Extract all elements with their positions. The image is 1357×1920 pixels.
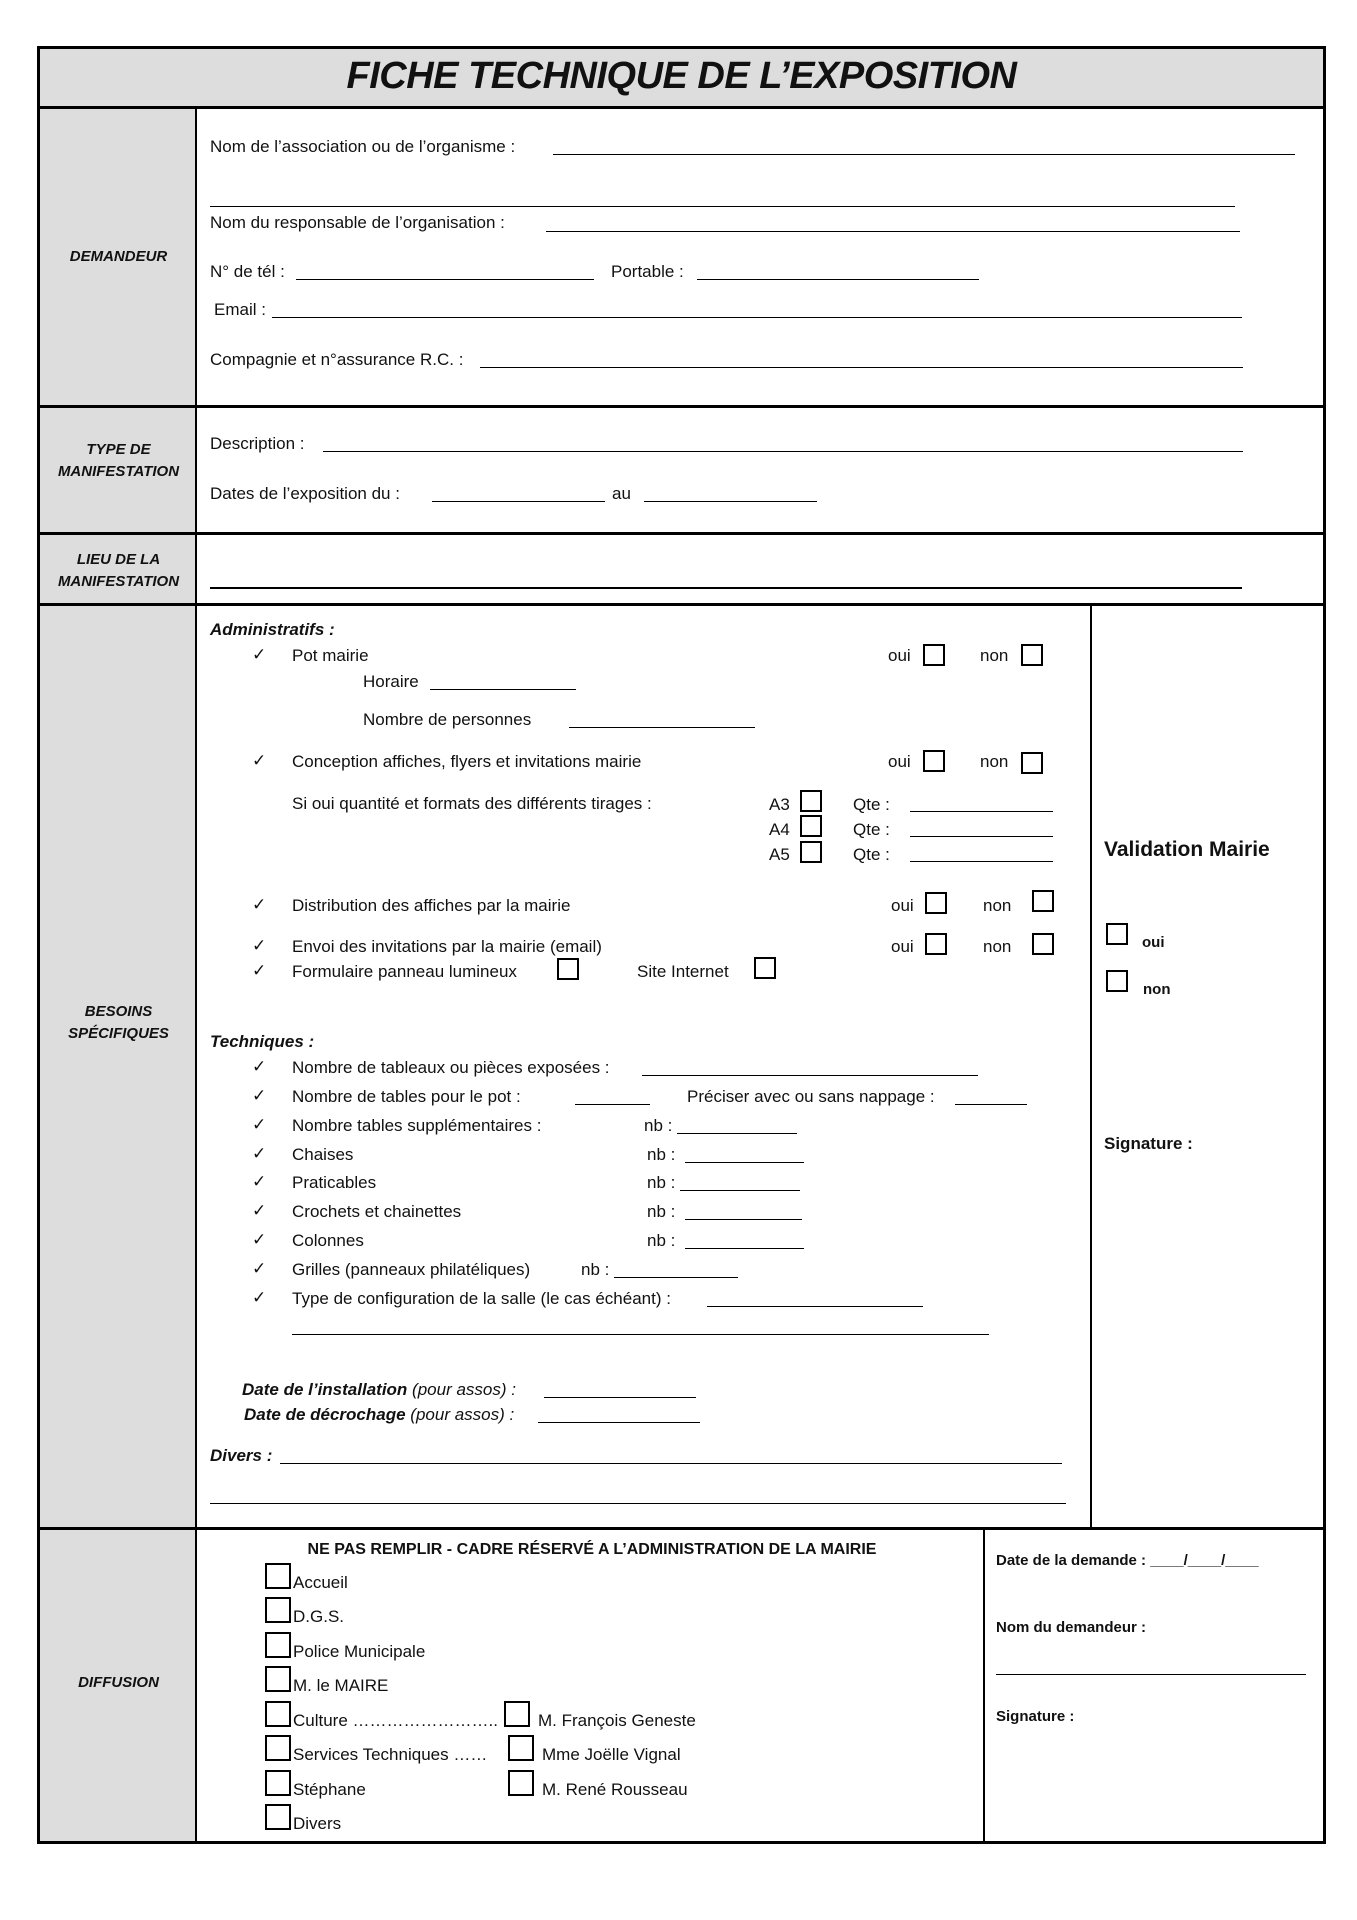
praticables-field[interactable] <box>680 1190 800 1191</box>
stephane-checkbox[interactable] <box>265 1770 291 1796</box>
divers-diffusion-checkbox[interactable] <box>265 1804 291 1830</box>
nb-label: nb : <box>581 1260 610 1279</box>
conception-oui-checkbox[interactable] <box>923 750 945 772</box>
check-icon: ✓ <box>252 1288 267 1307</box>
section-label-diffusion: DIFFUSION <box>78 1674 159 1691</box>
portable-label: Portable : <box>611 262 684 281</box>
colonnes-label: Colonnes <box>292 1231 364 1250</box>
nb-label: nb : <box>647 1202 676 1221</box>
nb-label: nb : <box>644 1116 673 1135</box>
nb-label: nb : <box>647 1145 676 1164</box>
conception-label: Conception affiches, flyers et invitations mairie <box>292 752 642 771</box>
assurance-field[interactable] <box>480 367 1243 368</box>
formulaire-checkbox[interactable] <box>557 958 579 980</box>
validation-heading: Validation Mairie <box>1104 838 1270 861</box>
format-a3-checkbox[interactable] <box>800 790 822 812</box>
responsable-label: Nom du responsable de l’organisation : <box>210 213 505 232</box>
dgs-checkbox[interactable] <box>265 1597 291 1623</box>
check-icon: ✓ <box>252 1172 267 1191</box>
envoi-oui-label: oui <box>891 937 914 956</box>
pour-assos-label: (pour assos) : <box>410 1405 515 1424</box>
distribution-label: Distribution des affiches par la mairie <box>292 896 571 915</box>
conception-oui-label: oui <box>888 752 911 771</box>
distribution-oui-checkbox[interactable] <box>925 892 947 914</box>
accueil-checkbox[interactable] <box>265 1563 291 1589</box>
rousseau-label: M. René Rousseau <box>542 1780 688 1799</box>
validation-non-label: non <box>1143 981 1171 998</box>
validation-divider <box>1090 606 1092 1527</box>
qte-a5-field[interactable] <box>910 861 1053 862</box>
envoi-oui-checkbox[interactable] <box>925 933 947 955</box>
divers-field[interactable] <box>280 1463 1062 1464</box>
maire-checkbox[interactable] <box>265 1666 291 1692</box>
tables-pot-label: Nombre de tables pour le pot : <box>292 1087 521 1106</box>
association-field[interactable] <box>553 154 1295 155</box>
tel-field[interactable] <box>296 279 594 280</box>
check-icon: ✓ <box>252 1086 267 1105</box>
admin-header: NE PAS REMPLIR - CADRE RÉSERVÉ A L’ADMINISTRATION DE LA MAIRIE <box>307 1541 877 1558</box>
check-icon: ✓ <box>252 751 267 770</box>
check-icon: ✓ <box>252 1201 267 1220</box>
divers-label: Divers : <box>210 1446 273 1465</box>
date-install-field[interactable] <box>544 1397 696 1398</box>
services-label: Services Techniques …… <box>293 1745 488 1764</box>
si-oui-label: Si oui quantité et formats des différents tirages : <box>292 794 652 813</box>
culture-checkbox[interactable] <box>265 1701 291 1727</box>
validation-signature-label: Signature : <box>1104 1134 1193 1153</box>
qte-label: Qte : <box>853 795 890 814</box>
check-icon: ✓ <box>252 1115 267 1134</box>
check-icon: ✓ <box>252 895 267 914</box>
config-label: Type de configuration de la salle (le cas échéant) : <box>292 1289 671 1308</box>
culture-label: Culture …………………….. <box>293 1711 498 1730</box>
pour-assos-label: (pour assos) : <box>412 1380 516 1399</box>
date-install-row <box>242 1379 516 1401</box>
pot-non-checkbox[interactable] <box>1021 644 1043 666</box>
check-icon: ✓ <box>252 1144 267 1163</box>
form-sheet <box>37 46 1326 1844</box>
site-checkbox[interactable] <box>754 957 776 979</box>
section-label-type-1: TYPE DE <box>86 441 151 458</box>
assurance-label: Compagnie et n°assurance R.C. : <box>210 350 464 369</box>
grilles-label: Grilles (panneaux philatéliques) <box>292 1260 531 1279</box>
config-field-line2[interactable] <box>292 1334 989 1335</box>
validation-oui-label: oui <box>1142 934 1165 951</box>
check-icon: ✓ <box>252 936 267 955</box>
rousseau-checkbox[interactable] <box>508 1770 534 1796</box>
divider <box>40 532 1323 535</box>
label-cell-besoins <box>40 606 197 1527</box>
geneste-label: M. François Geneste <box>538 1711 696 1730</box>
accueil-label: Accueil <box>293 1573 348 1592</box>
vignal-checkbox[interactable] <box>508 1735 534 1761</box>
maire-label: M. le MAIRE <box>293 1676 389 1695</box>
description-field[interactable] <box>323 451 1243 452</box>
email-field[interactable] <box>272 317 1242 318</box>
section-label-demandeur: DEMANDEUR <box>69 248 168 265</box>
nappage-field[interactable] <box>955 1104 1027 1105</box>
admin-signature-label: Signature : <box>996 1708 1075 1725</box>
format-a5-label: A5 <box>769 845 790 864</box>
colonnes-field[interactable] <box>685 1248 804 1249</box>
tables-pot-field[interactable] <box>575 1104 650 1105</box>
praticables-label: Praticables <box>292 1173 377 1192</box>
validation-non-checkbox[interactable] <box>1106 970 1128 992</box>
techniques-heading: Techniques : <box>210 1032 315 1051</box>
distribution-non-label: non <box>983 896 1012 915</box>
tableaux-field[interactable] <box>642 1075 978 1076</box>
administratifs-heading: Administratifs : <box>210 620 335 639</box>
pot-non-label: non <box>980 646 1009 665</box>
association-field-line2[interactable] <box>210 206 1235 207</box>
conception-non-checkbox[interactable] <box>1021 752 1043 774</box>
conception-non-label: non <box>980 752 1009 771</box>
section-label-type-2: MANIFESTATION <box>57 463 180 480</box>
email-label: Email : <box>214 300 266 319</box>
config-field[interactable] <box>707 1306 923 1307</box>
grilles-field[interactable] <box>614 1277 738 1278</box>
qte-a4-field[interactable] <box>910 836 1053 837</box>
horaire-field[interactable] <box>430 689 576 690</box>
divider <box>40 1527 1323 1530</box>
divers-field-line2[interactable] <box>210 1503 1066 1504</box>
qte-label: Qte : <box>853 820 890 839</box>
tableaux-label: Nombre de tableaux ou pièces exposées : <box>292 1058 610 1077</box>
chaises-field[interactable] <box>685 1162 804 1163</box>
divers-diffusion-label: Divers <box>293 1814 342 1833</box>
vignal-label: Mme Joëlle Vignal <box>542 1745 681 1764</box>
section-label-lieu-1: LIEU DE LA <box>76 551 161 568</box>
nombre-personnes-field[interactable] <box>569 727 755 728</box>
date-install-label: Date de l’installation <box>242 1380 408 1399</box>
format-a4-label: A4 <box>769 820 790 839</box>
format-a3-label: A3 <box>769 795 790 814</box>
pot-mairie-label: Pot mairie <box>292 646 369 665</box>
responsable-field[interactable] <box>546 231 1240 232</box>
chaises-label: Chaises <box>292 1145 354 1164</box>
page-title: FICHE TECHNIQUE DE L’EXPOSITION <box>346 55 1017 97</box>
date-decroch-label: Date de décrochage <box>244 1405 406 1424</box>
geneste-checkbox[interactable] <box>504 1701 530 1727</box>
check-icon: ✓ <box>252 1057 267 1076</box>
stephane-label: Stéphane <box>293 1780 366 1799</box>
horaire-label: Horaire <box>363 672 419 691</box>
date-start-field[interactable] <box>432 501 605 502</box>
divider <box>40 405 1323 408</box>
distribution-non-checkbox[interactable] <box>1032 890 1054 912</box>
services-checkbox[interactable] <box>265 1735 291 1761</box>
section-label-lieu-2: MANIFESTATION <box>57 573 180 590</box>
title-bar <box>40 49 1323 109</box>
date-end-field[interactable] <box>644 501 817 502</box>
check-icon: ✓ <box>252 645 267 664</box>
qte-label: Qte : <box>853 845 890 864</box>
dates-label: Dates de l’exposition du : <box>210 484 400 503</box>
crochets-label: Crochets et chainettes <box>292 1202 462 1221</box>
nb-label: nb : <box>647 1231 676 1250</box>
check-icon: ✓ <box>252 1259 267 1278</box>
date-decroch-row <box>244 1404 514 1426</box>
section-label-besoins-1: BESOINS <box>84 1003 153 1020</box>
description-label: Description : <box>210 434 305 453</box>
divider <box>40 603 1323 606</box>
nom-demandeur-label: Nom du demandeur : <box>996 1619 1147 1636</box>
check-icon: ✓ <box>252 1230 267 1249</box>
pot-oui-label: oui <box>888 646 911 665</box>
association-label: Nom de l’association ou de l’organisme : <box>210 137 516 156</box>
validation-oui-checkbox[interactable] <box>1106 923 1128 945</box>
tables-sup-field[interactable] <box>677 1133 797 1134</box>
site-label: Site Internet <box>637 962 729 981</box>
formulaire-label: Formulaire panneau lumineux <box>292 962 517 981</box>
lieu-field[interactable] <box>210 587 1242 589</box>
envoi-non-label: non <box>983 937 1012 956</box>
date-demande-label: Date de la demande : ____/____/____ <box>996 1552 1259 1569</box>
nom-demandeur-field[interactable] <box>996 1674 1306 1675</box>
check-icon: ✓ <box>252 961 267 980</box>
section-label-besoins-2: SPÉCIFIQUES <box>68 1025 169 1042</box>
tel-label: N° de tél : <box>210 262 285 281</box>
portable-field[interactable] <box>697 279 979 280</box>
police-checkbox[interactable] <box>265 1632 291 1658</box>
nb-label: nb : <box>647 1173 676 1192</box>
format-a4-checkbox[interactable] <box>800 815 822 837</box>
tables-sup-label: Nombre tables supplémentaires : <box>292 1116 542 1135</box>
dates-au-label: au <box>612 484 631 503</box>
crochets-field[interactable] <box>685 1219 802 1220</box>
pot-oui-checkbox[interactable] <box>923 644 945 666</box>
format-a5-checkbox[interactable] <box>800 841 822 863</box>
date-decroch-field[interactable] <box>538 1422 700 1423</box>
qte-a3-field[interactable] <box>910 811 1053 812</box>
envoi-label: Envoi des invitations par la mairie (email) <box>292 937 602 956</box>
dgs-label: D.G.S. <box>293 1607 345 1626</box>
nappage-label: Préciser avec ou sans nappage : <box>687 1087 935 1106</box>
nombre-personnes-label: Nombre de personnes <box>363 710 532 729</box>
admin-divider <box>983 1530 985 1841</box>
distribution-oui-label: oui <box>891 896 914 915</box>
envoi-non-checkbox[interactable] <box>1032 933 1054 955</box>
police-label: Police Municipale <box>293 1642 426 1661</box>
